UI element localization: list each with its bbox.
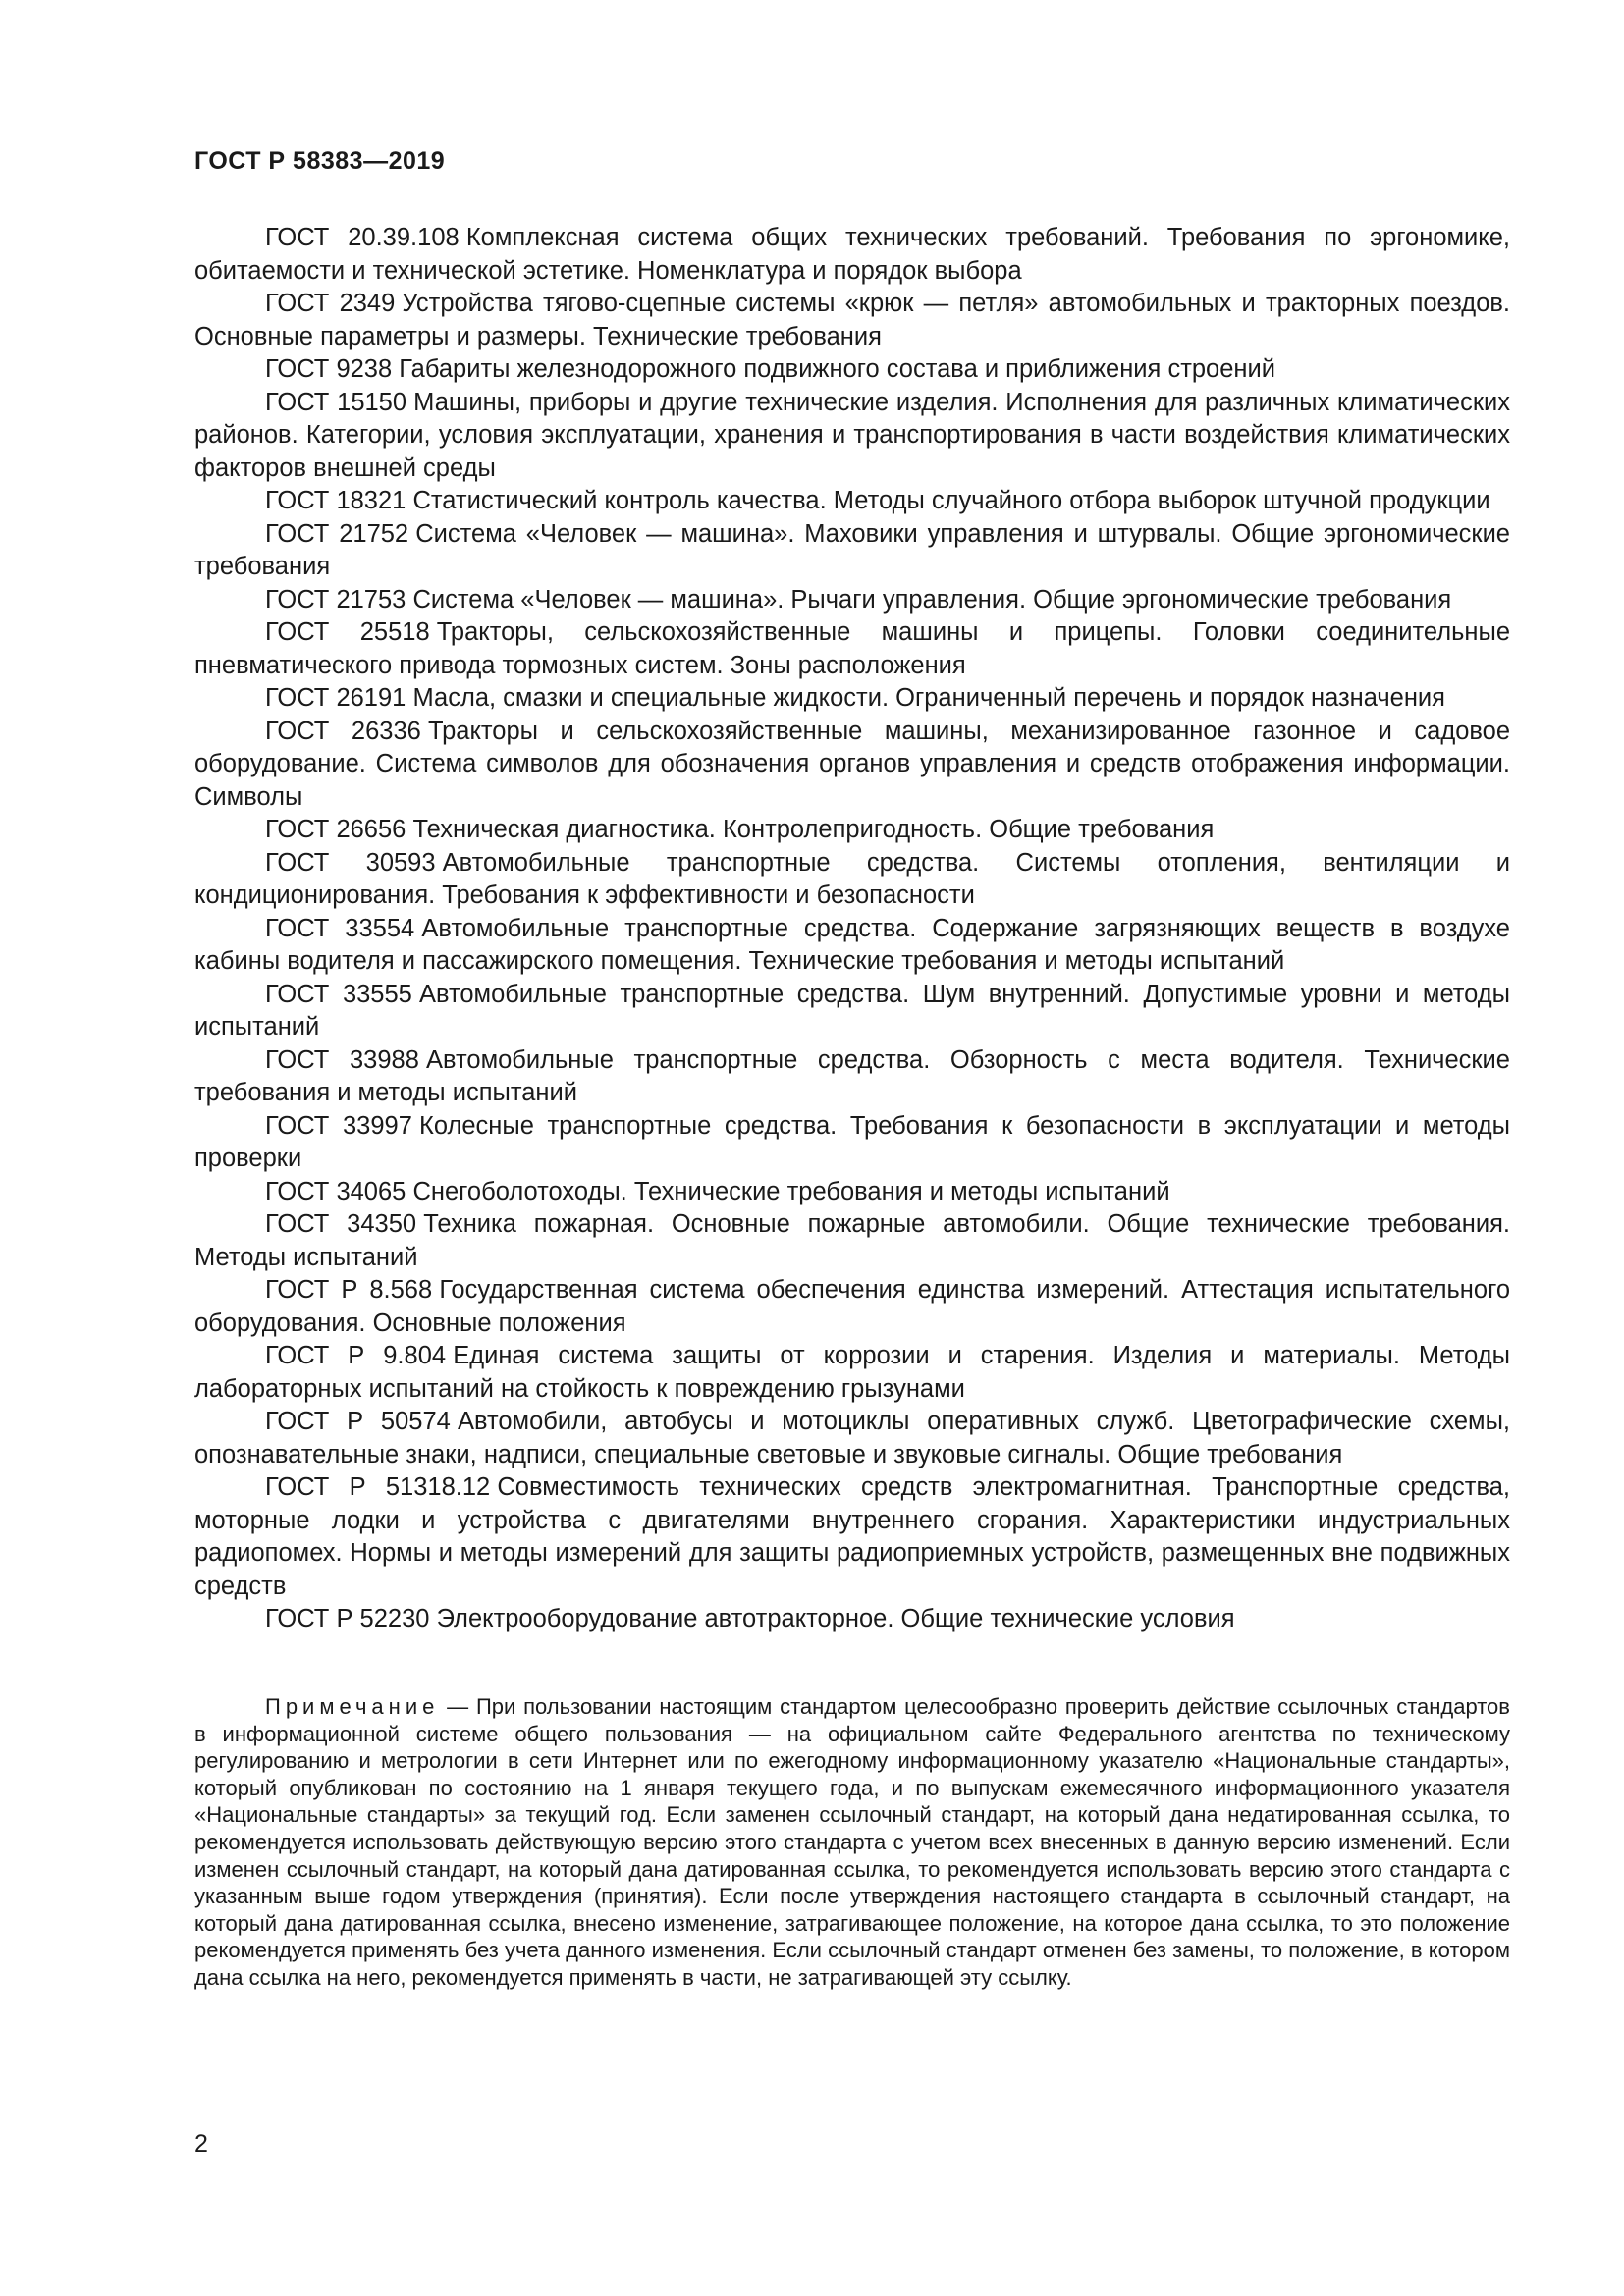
reference-title: Техническая диагностика. Контролепригодность. Общие требования xyxy=(412,816,1215,843)
reference-title: Комплексная система общих технических требований. Требования по эргономике, обитаемости и технической эстетике. Номенклатура и порядок выбора xyxy=(194,224,1510,285)
reference-title: Тракторы, сельскохозяйственные машины и прицепы. Головки соединительные пневматического привода тормозных систем. Зоны расположения xyxy=(194,618,1510,679)
note-text: При пользовании настоящим стандартом целесообразно проверить действие ссылочных стандартов в информационной системе общего пользования — на официальном сайте Федерального агентства по техническому регулированию и метрологии в сети Интернет или по ежегодному информационному указателю «Национальные стандарты», который опубликован по состоянию на 1 января текущего года, и по выпускам ежемесячного информационного указателя «Национальные стандарты» за текущий год. Если заменен ссылочный стандарт, на который дана недатированная ссылка, то рекомендуется использовать действующую версию этого стандарта с учетом всех внесенных в данную версию изменений. Если изменен ссылочный стандарт, на который дана датированная ссылка, то рекомендуется использовать версию этого стандарта с указанным выше годом утверждения (принятия). Если после утверждения настоящего стандарта в ссылочный стандарт, на который дана датированная ссылка, внесено изменение, затрагивающее положение, на которое дана ссылка, то это положение рекомендуется применять без учета данного изменения. Если ссылочный стандарт отменен без замены, то положение, в котором дана ссылка на него, рекомендуется применять в части, не затрагивающей эту ссылку. xyxy=(194,1694,1510,1990)
reference-item xyxy=(194,1208,1510,1274)
reference-title: Совместимость технических средств электромагнитная. Транспортные средства, моторные лодки и устройства с двигателями внутреннего сгорания. Характеристики индустриальных радиопомех. Нормы и методы измерений для защиты радиоприемных устройств, размещенных вне подвижных средств xyxy=(194,1473,1510,1600)
reference-title: Электрооборудование автотракторное. Общие технические условия xyxy=(436,1605,1235,1632)
reference-item xyxy=(194,1471,1510,1603)
page-number: 2 xyxy=(194,2130,208,2158)
reference-code: ГОСТ 15150 xyxy=(265,388,407,416)
note-label: Примечание xyxy=(265,1694,440,1719)
reference-item xyxy=(194,716,1510,815)
reference-item xyxy=(194,1406,1510,1471)
reference-code: ГОСТ Р 8.568 xyxy=(265,1276,433,1304)
reference-item xyxy=(194,518,1510,584)
reference-item xyxy=(194,288,1510,353)
reference-title: Система «Человек — машина». Рычаги управления. Общие эргономические требования xyxy=(412,585,1452,614)
reference-code: ГОСТ Р 9.804 xyxy=(265,1342,447,1369)
reference-title: Статистический контроль качества. Методы случайного отбора выборок штучной продукции xyxy=(412,487,1490,514)
document-header-code: ГОСТ Р 58383—2019 xyxy=(194,147,446,175)
reference-item xyxy=(194,814,1510,847)
reference-item xyxy=(194,1176,1510,1209)
reference-code: ГОСТ 9238 xyxy=(265,355,393,383)
reference-title: Масла, смазки и специальные жидкости. Ограниченный перечень и порядок назначения xyxy=(412,684,1445,712)
reference-code: ГОСТ Р 50574 xyxy=(265,1408,451,1435)
reference-code: ГОСТ 26191 xyxy=(265,684,406,712)
reference-item xyxy=(194,1110,1510,1176)
reference-code: ГОСТ 33997 xyxy=(265,1111,412,1140)
reference-title: Снегоболотоходы. Технические требования и методы испытаний xyxy=(412,1177,1170,1205)
reference-code: ГОСТ 33554 xyxy=(265,914,415,942)
reference-item xyxy=(194,913,1510,979)
reference-code: ГОСТ 26336 xyxy=(265,717,421,745)
reference-code: ГОСТ 20.39.108 xyxy=(265,224,460,251)
reference-code: ГОСТ 33555 xyxy=(265,980,412,1008)
reference-item xyxy=(194,584,1510,617)
reference-code: ГОСТ Р 51318.12 xyxy=(265,1473,491,1501)
reference-code: ГОСТ 21753 xyxy=(265,585,406,614)
reference-code: ГОСТ 21752 xyxy=(265,519,409,548)
reference-item xyxy=(194,387,1510,486)
reference-item xyxy=(194,1340,1510,1406)
reference-code: ГОСТ 34350 xyxy=(265,1210,417,1238)
reference-title: Автомобильные транспортные средства. Шум внутренний. Допустимые уровни и методы испытаний xyxy=(194,980,1510,1041)
reference-title: Устройства тягово-сцепные системы «крюк — петля» автомобильных и тракторных поездов. Основные параметры и размеры. Технические требования xyxy=(194,290,1511,350)
normative-references-list xyxy=(194,222,1510,1636)
reference-title: Колесные транспортные средства. Требования к безопасности в эксплуатации и методы проверки xyxy=(194,1111,1511,1172)
reference-item xyxy=(194,682,1510,716)
reference-item xyxy=(194,616,1510,682)
reference-title: Единая система защиты от коррозии и старения. Изделия и материалы. Методы лабораторных испытаний на стойкость к повреждению грызунами xyxy=(194,1342,1510,1403)
note-separator: — xyxy=(439,1694,476,1719)
note-paragraph xyxy=(194,1693,1510,1992)
reference-item xyxy=(194,847,1510,913)
reference-title: Габариты железнодорожного подвижного состава и приближения строений xyxy=(399,355,1275,383)
reference-code: ГОСТ 18321 xyxy=(265,487,406,514)
reference-title: Тракторы и сельскохозяйственные машины, механизированное газонное и садовое оборудование. Система символов для обозначения органов управления и средств отображения информации. Символы xyxy=(194,717,1510,811)
reference-title: Техника пожарная. Основные пожарные автомобили. Общие технические требования. Методы испытаний xyxy=(194,1210,1510,1271)
reference-item xyxy=(194,1603,1510,1636)
reference-code: ГОСТ 2349 xyxy=(265,290,396,317)
reference-code: ГОСТ 33988 xyxy=(265,1045,419,1074)
reference-item xyxy=(194,485,1510,518)
reference-item xyxy=(194,353,1510,387)
reference-title: Государственная система обеспечения единства измерений. Аттестация испытательного оборудования. Основные положения xyxy=(194,1276,1510,1337)
reference-code: ГОСТ 25518 xyxy=(265,618,430,646)
reference-item xyxy=(194,222,1510,288)
reference-title: Автомобильные транспортные средства. Обзорность с места водителя. Технические требования и методы испытаний xyxy=(194,1045,1510,1106)
reference-title: Система «Человек — машина». Маховики управления и штурвалы. Общие эргономические требования xyxy=(194,519,1510,580)
reference-code: ГОСТ 26656 xyxy=(265,816,406,843)
reference-code: ГОСТ Р 52230 xyxy=(265,1605,430,1632)
reference-item xyxy=(194,1274,1510,1340)
reference-item xyxy=(194,1044,1510,1110)
reference-title: Автомобили, автобусы и мотоциклы оперативных служб. Цветографические схемы, опознавательные знаки, надписи, специальные световые и звуковые сигналы. Общие требования xyxy=(194,1408,1510,1468)
reference-title: Автомобильные транспортные средства. Содержание загрязняющих веществ в воздухе кабины водителя и пассажирского помещения. Технические требования и методы испытаний xyxy=(194,914,1510,975)
reference-title: Машины, приборы и другие технические изделия. Исполнения для различных климатических районов. Категории, условия эксплуатации, хранения и транспортирования в части воздействия климатических факторов внешней среды xyxy=(194,388,1510,482)
reference-code: ГОСТ 34065 xyxy=(265,1177,406,1205)
reference-item xyxy=(194,979,1510,1044)
reference-code: ГОСТ 30593 xyxy=(265,848,436,877)
reference-title: Автомобильные транспортные средства. Системы отопления, вентиляции и кондиционирования. Требования к эффективности и безопасности xyxy=(194,848,1510,909)
